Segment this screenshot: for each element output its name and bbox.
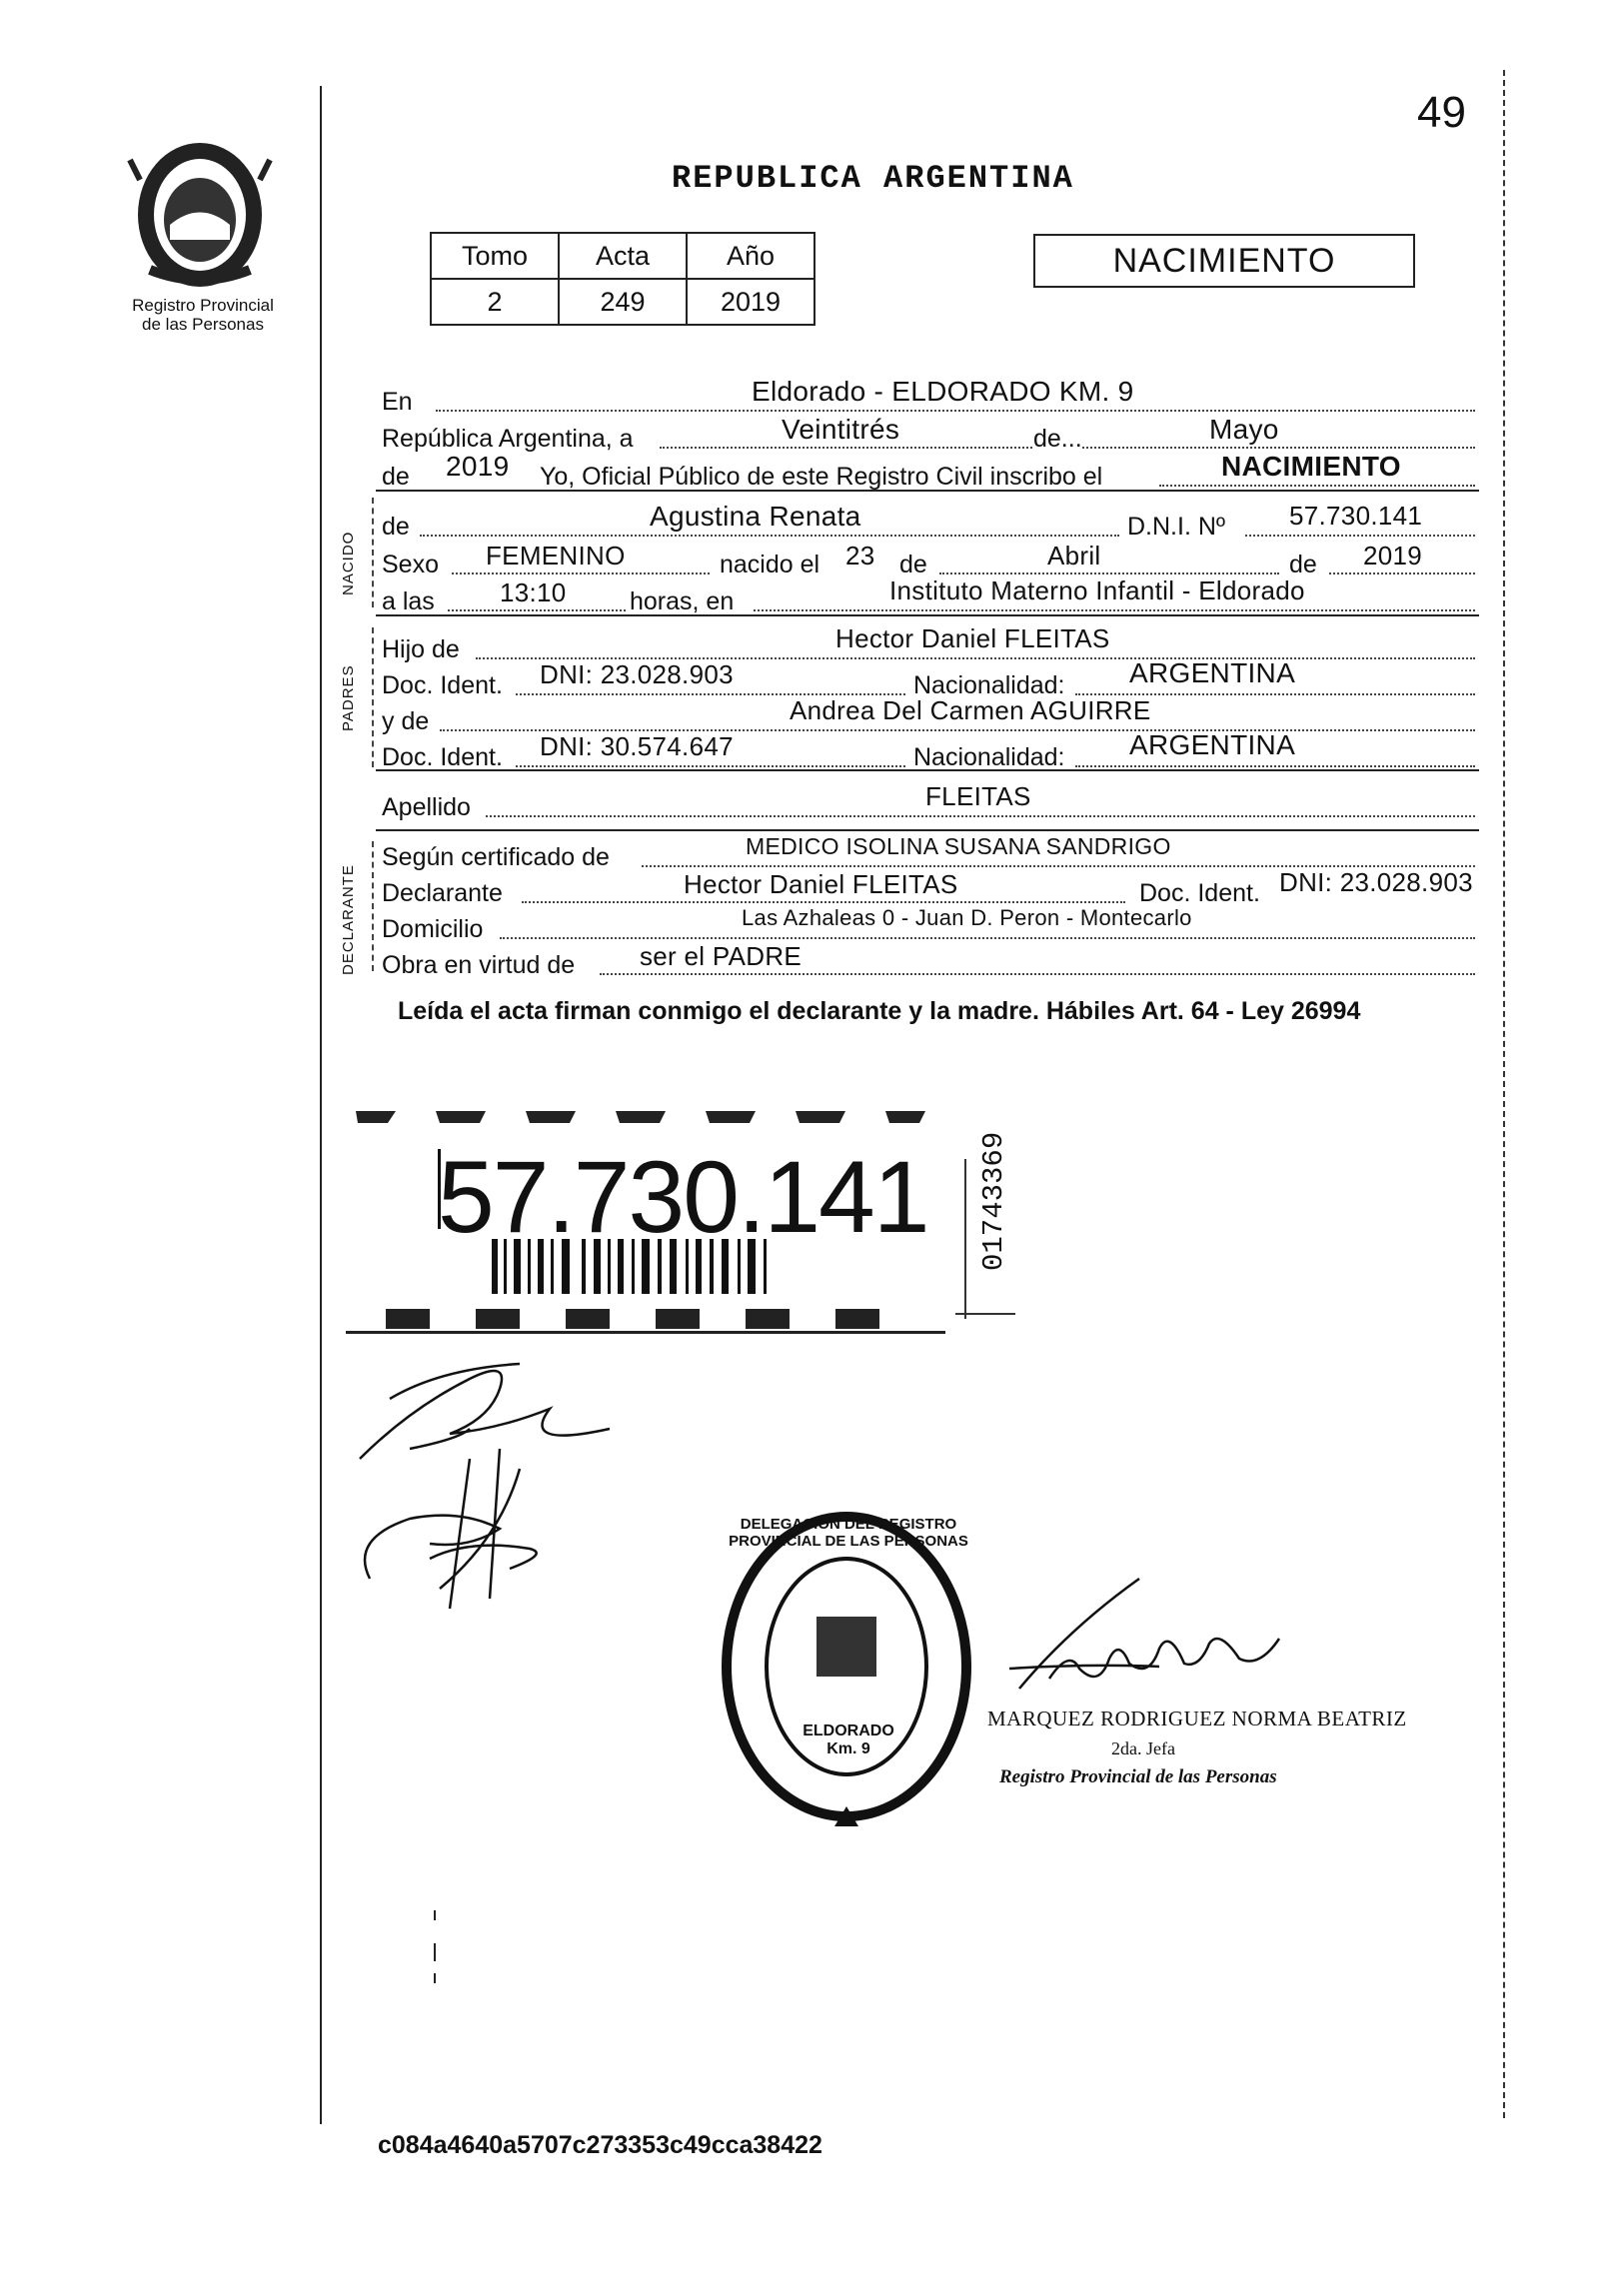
official-stamp — [712, 1507, 981, 1836]
value-anio: 2019 — [687, 279, 814, 325]
domicilio-label: Domicilio — [382, 915, 484, 943]
birth-place-dotline — [754, 609, 1475, 611]
y-de-label: y de — [382, 707, 430, 735]
document-hash: c084a4640a5707c273353c49cca38422 — [378, 2131, 822, 2159]
signatory-name: MARQUEZ RODRIGUEZ NORMA BEATRIZ — [987, 1707, 1407, 1730]
nacido-bracket — [372, 498, 374, 607]
father-nac-label: Nacionalidad: — [913, 671, 1065, 699]
mother-nac-dotline — [1075, 765, 1475, 767]
mother-doc-value: DNI: 30.574.647 — [540, 731, 734, 761]
obra-value: ser el PADRE — [640, 941, 803, 971]
apellido-dotline — [486, 815, 1475, 817]
obra-dotline — [600, 973, 1475, 975]
nacido-name-dotline — [420, 535, 1119, 537]
hijo-de-label: Hijo de — [382, 635, 460, 663]
signatory-role: 2da. Jefa — [1111, 1738, 1175, 1758]
barcode-number: 57.730.141 — [438, 1140, 928, 1254]
page-number: 49 — [1417, 88, 1466, 137]
declarante-dotline — [522, 901, 1125, 903]
left-margin-line — [320, 86, 322, 2124]
nacido-de-label2: de — [899, 551, 927, 578]
record-type-box: NACIMIENTO — [1033, 234, 1415, 288]
record-table — [430, 232, 815, 326]
en-dotline — [436, 410, 1475, 412]
mother-nationality-value: ARGENTINA — [1129, 729, 1296, 760]
dni-dotline — [1245, 535, 1475, 537]
birth-place-value: Instituto Materno Infantil - Eldorado — [889, 575, 1305, 605]
logo-caption-line1: Registro Provincial — [132, 296, 274, 315]
header-tomo: Tomo — [431, 233, 559, 279]
signatory-office: Registro Provincial de las Personas — [999, 1766, 1277, 1787]
nacido-de-label3: de — [1289, 551, 1317, 578]
father-doc-value: DNI: 23.028.903 — [540, 659, 734, 689]
logo-caption — [118, 296, 288, 334]
month-value: Mayo — [1209, 414, 1279, 445]
cert-label: Según certificado de — [382, 843, 610, 871]
official-text: Yo, Oficial Público de este Registro Civil inscribo el — [540, 463, 1103, 491]
mother-name-value: Andrea Del Carmen AGUIRRE — [790, 695, 1151, 725]
right-margin-line — [1503, 70, 1505, 2118]
logo-caption-line2: de las Personas — [142, 315, 264, 334]
padres-bracket — [372, 627, 374, 767]
declarant-signature — [350, 1339, 650, 1629]
place-value: Eldorado - ELDORADO KM. 9 — [752, 376, 1134, 407]
section-divider-3 — [376, 769, 1479, 771]
value-acta: 249 — [559, 279, 687, 325]
header-acta: Acta — [559, 233, 687, 279]
birth-year-value: 2019 — [1363, 541, 1423, 571]
de-label: de... — [1033, 425, 1082, 453]
nacido-el-label: nacido el — [720, 551, 820, 578]
birth-year-dotline — [1329, 573, 1475, 574]
domicilio-value: Las Azhaleas 0 - Juan D. Peron - Montecarlo — [742, 905, 1192, 930]
declarante-name-value: Hector Daniel FLEITAS — [684, 869, 958, 899]
declarante-bracket — [372, 841, 374, 971]
obra-label: Obra en virtud de — [382, 951, 576, 979]
child-name-value: Agustina Renata — [650, 501, 861, 532]
father-nationality-value: ARGENTINA — [1129, 657, 1296, 688]
mother-doc-label: Doc. Ident. — [382, 743, 503, 771]
dni-label: D.N.I. Nº — [1127, 513, 1226, 541]
value-tomo: 2 — [431, 279, 559, 325]
closing-note: Leída el acta firman conmigo el declarante y la madre. Hábiles Art. 64 - Ley 26994 — [398, 997, 1361, 1025]
act-dotline — [1159, 485, 1475, 487]
declarante-doc-value: DNI: 23.028.903 — [1279, 867, 1473, 897]
sexo-value: FEMENINO — [486, 541, 626, 571]
declarante-doc-label: Doc. Ident. — [1139, 879, 1260, 907]
father-name-value: Hector Daniel FLEITAS — [835, 623, 1110, 653]
act-type-value: NACIMIENTO — [1221, 451, 1401, 482]
header-anio: Año — [687, 233, 814, 279]
a-las-label: a las — [382, 587, 435, 615]
margin-tick — [434, 1973, 436, 1983]
birth-month-dotline — [939, 573, 1279, 574]
nacido-de-label: de — [382, 513, 410, 541]
mother-doc-dotline — [516, 765, 905, 767]
stamp-ring-text: DELEGACION DEL REGISTRO PROVINCIAL DE LAS PERSONAS — [729, 1516, 968, 1550]
birth-day-value: 23 — [845, 541, 875, 571]
horas-label: horas, en — [630, 587, 735, 615]
section-divider-2 — [376, 614, 1479, 616]
day-words-value: Veintitrés — [782, 414, 900, 445]
declarante-section-label: DECLARANTE — [340, 864, 357, 975]
margin-tick — [434, 1910, 436, 1920]
section-divider-1 — [376, 490, 1479, 492]
en-label: En — [382, 388, 413, 416]
year-value: 2019 — [446, 451, 510, 482]
mother-nac-label: Nacionalidad: — [913, 743, 1065, 771]
time-value: 13:10 — [500, 577, 567, 607]
padres-section-label: PADRES — [340, 664, 357, 731]
province-seal-logo — [120, 140, 280, 290]
nacido-section-label: NACIDO — [340, 531, 357, 595]
section-divider-4 — [376, 829, 1479, 831]
apellido-label: Apellido — [382, 793, 471, 821]
republica-label: República Argentina, a — [382, 425, 634, 453]
sexo-label: Sexo — [382, 551, 439, 578]
stamp-center-text: ELDORADO Km. 9 — [803, 1722, 894, 1757]
sexo-dotline — [452, 573, 710, 574]
margin-tick — [434, 1943, 436, 1961]
barcode-vertical-code: 01743369 — [977, 1131, 1010, 1271]
child-dni-value: 57.730.141 — [1289, 501, 1423, 531]
cert-value: MEDICO ISOLINA SUSANA SANDRIGO — [746, 833, 1171, 859]
domicilio-dotline — [500, 937, 1475, 939]
de-year-label: de — [382, 463, 410, 491]
document-title: REPUBLICA ARGENTINA — [672, 160, 1074, 197]
official-signature — [1009, 1569, 1309, 1699]
apellido-value: FLEITAS — [925, 781, 1031, 811]
father-doc-label: Doc. Ident. — [382, 671, 503, 699]
birth-month-value: Abril — [1047, 541, 1101, 571]
time-dotline — [448, 609, 626, 611]
declarante-label: Declarante — [382, 879, 503, 907]
